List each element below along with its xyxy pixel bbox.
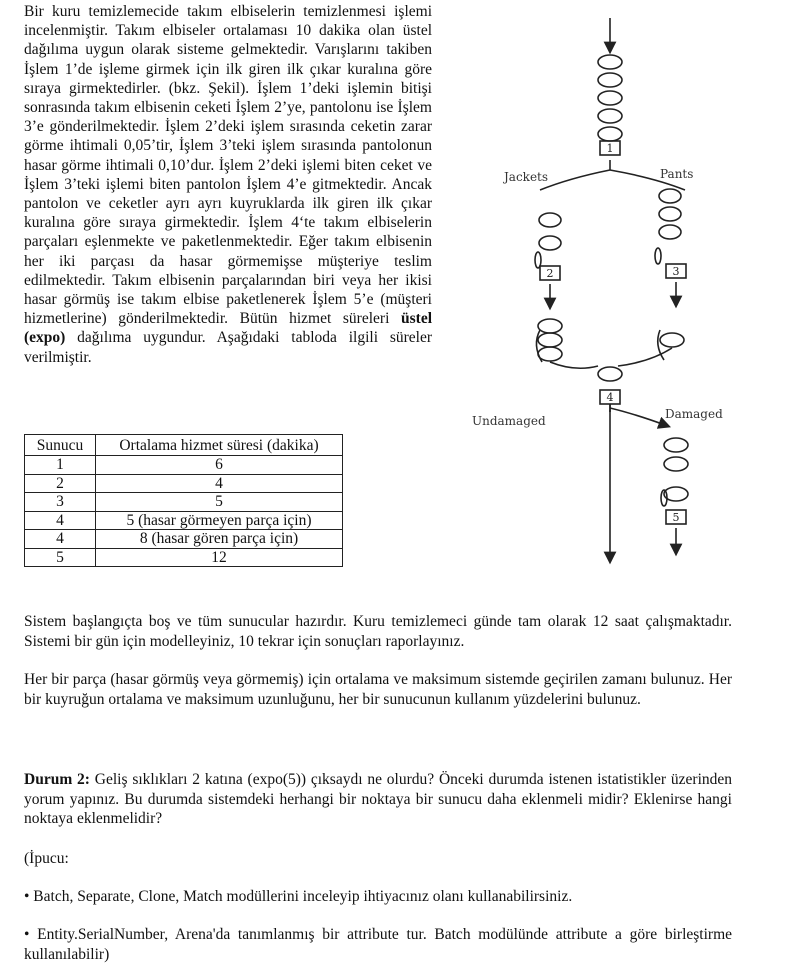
queue-entity (659, 225, 681, 239)
table-row (25, 548, 343, 567)
queue-entity (655, 248, 661, 264)
queue-entity (538, 347, 562, 361)
server-4-number: 4 (606, 391, 614, 404)
queue-entity (538, 319, 562, 333)
queue-entity (664, 438, 688, 452)
paragraph-case-2 (24, 770, 732, 829)
label-pants: Pants (660, 167, 694, 181)
expo-emphasis: üstel (expo) (24, 310, 432, 347)
cell-time: 12 (96, 548, 343, 567)
paragraph-statistics: Her bir parça (hasar görmüş veya görmemiş) için ortalama ve maksimum sistemde geçirilen zamanı bulunuz. Her bir kuyruğun ortalama ve maksimum uzunluğunu, her bir sunucunun kullanım yüzdelerini bulunuz. (24, 671, 732, 708)
queue-jacket-batch (536, 319, 562, 362)
server-2-number: 2 (546, 267, 554, 280)
cell-server: 5 (25, 548, 96, 567)
table-row (25, 456, 343, 475)
queue-entity (539, 213, 561, 227)
case-2-text: Geliş sıklıkları 2 katına (expo(5)) çıksaydı ne olurdu? Önceki durumda istenen istatistikler üzerinden yorum yapınız. Bu durumda sistemdeki herhangi bir noktaya bir sunucu daha eklenmeli midir? Eklenirse hangi noktaya eklenmelidir? (24, 771, 733, 827)
queue-entity (598, 367, 622, 381)
table-header-row (25, 435, 343, 456)
cell-time: 6 (96, 456, 343, 475)
column-header-mean-time: Ortalama hizmet süresi (dakika) (96, 435, 343, 456)
queue-entity (598, 73, 622, 87)
queue-entity (539, 236, 561, 250)
queue-damaged (661, 438, 688, 506)
queue-1 (598, 55, 622, 141)
server-5-number: 5 (672, 511, 680, 524)
queue-entity (659, 207, 681, 221)
problem-description (24, 2, 432, 367)
process-flow-diagram (460, 0, 760, 580)
paragraph-model-scope: Sistem başlangıçta boş ve tüm sunucular hazırdır. Kuru temizlemeci günde tam olarak 12 saat çalışmaktadır. Sistemi bir gün için modelleyiniz, 10 tekrar için sonuçları raporlayınız. (24, 613, 732, 650)
queue-entity (598, 91, 622, 105)
cell-time: 5 (96, 493, 343, 512)
table-row (25, 511, 343, 530)
flow-pants-to-server-4 (618, 348, 672, 366)
intro-text-end: dağılıma uygundur. Aşağıdaki tabloda ilgili süreler verilmiştir. (24, 329, 433, 366)
table-row (25, 474, 343, 493)
queue-entity (598, 127, 622, 141)
cell-server: 4 (25, 511, 96, 530)
queue-entity (660, 333, 684, 347)
table-row (25, 493, 343, 512)
column-header-server: Sunucu (25, 435, 96, 456)
flow-jackets-to-server-4 (550, 362, 598, 368)
queue-entity (538, 333, 562, 347)
intro-text: Bir kuru temizlemecide takım elbiselerin temizlenmesi işlemi incelenmiştir. Takım elbiseler ortalaması 10 dakika olan üstel dağılıma uygun olarak sisteme gelmektedir. Varışlarını takiben İşlem 1’de işleme girmek için ilk giren ilk çıkar kuralına göre sıraya girmektedirler. (bkz. Şekil). İşlem 1’deki işlemin bitişi sonrasında takım elbisenin ceketi İşlem 2’ye, pantolonu ise İşlem 3’e gönderilmektedir. İşlem 2’deki işlem sırasında ceketin zarar görme ihtimali 0,05’tir, İşlem 3’teki işlem sırasında pantolonun hasar görme ihtimali 0,10’dur. İşlem 2’deki işlemi biten ceket ve İşlem 3’teki işlemi biten pantolon İşlem 4’e gitmektedir. Ancak pantolon ve ceketler ayrı ayrı kuyruklarda ilk giren ilk çıkar kuralına göre sıraya girmektedir. İşlem 4‘te takım elbiselerin parçaları eşlenmekte ve paketlenmektedir. Eğer takım elbisenin her iki parçası da hasar görmemişse müşteriye teslim edilmektedir. Takım elbisenin parçalarından biri veya her ikisi hasar görmüş ise takım elbise paketlenerek İşlem 5’e (müşteri hizmetlerine) gönderilmektedir. Bütün hizmet süreleri (24, 3, 432, 328)
label-jackets: Jackets (504, 170, 549, 184)
queue-entity (598, 55, 622, 69)
label-damaged: Damaged (665, 407, 723, 421)
server-1-number: 1 (606, 142, 614, 155)
table-row (25, 530, 343, 549)
hint-bullet-modules: • Batch, Separate, Clone, Match modüllerini inceleyip ihtiyacınız olanı kullanabilirsiniz. (24, 888, 573, 905)
queue-entity (659, 189, 681, 203)
cell-server: 3 (25, 493, 96, 512)
cell-time: 8 (hasar gören parça için) (96, 530, 343, 549)
queue-entity (664, 457, 688, 471)
label-undamaged: Undamaged (472, 414, 546, 428)
service-time-table (24, 434, 343, 567)
queue-pants (655, 189, 681, 264)
cell-server: 1 (25, 456, 96, 475)
cell-time: 4 (96, 474, 343, 493)
hint-bullet-serialnumber: • Entity.SerialNumber, Arena'da tanımlanmış bir attribute tur. Batch modülünde attribute a göre birleştirme kullanılabilir) (24, 926, 732, 963)
paragraph-hint-open: (İpucu: (24, 850, 69, 867)
cell-server: 4 (25, 530, 96, 549)
cell-time: 5 (hasar görmeyen parça için) (96, 511, 343, 530)
queue-entity (598, 109, 622, 123)
queue-pants-batch (658, 330, 684, 360)
split-jackets (540, 170, 610, 190)
damaged-branch (610, 408, 665, 425)
queue-jackets (535, 213, 561, 268)
server-3-number: 3 (672, 265, 680, 278)
cell-server: 2 (25, 474, 96, 493)
case-2-heading: Durum 2: (24, 771, 90, 788)
